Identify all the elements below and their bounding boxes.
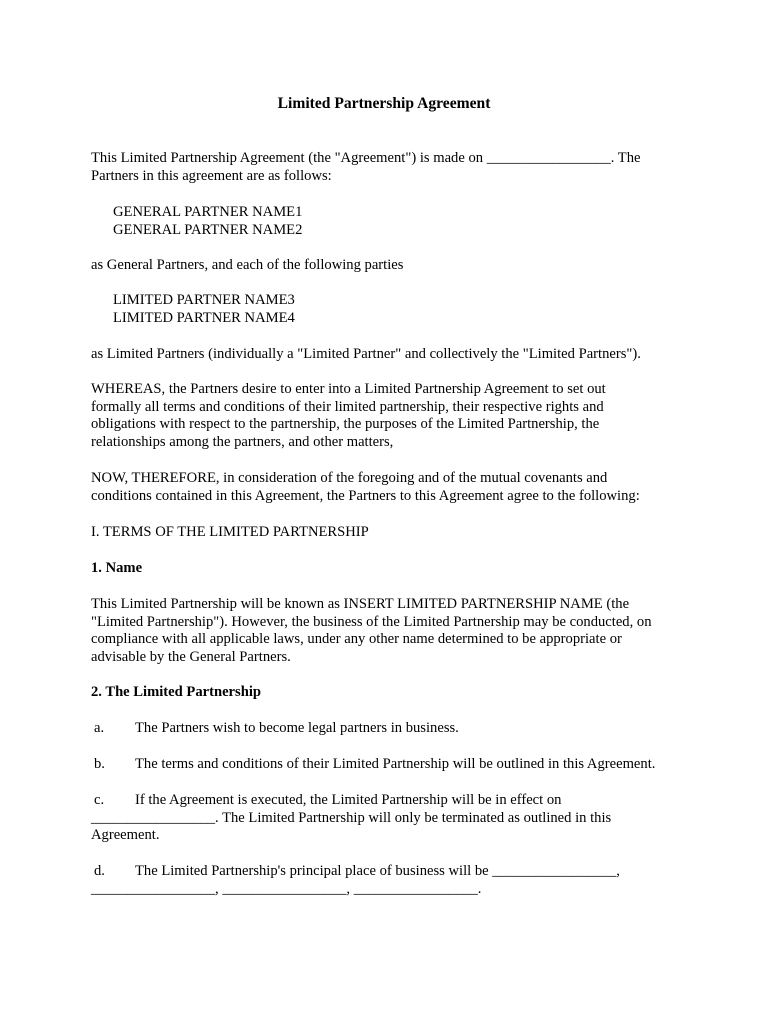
- section-1-heading: 1. Name: [91, 560, 143, 576]
- list-item-line: _________________, _________________, _________________.: [91, 880, 482, 897]
- intro-line: This Limited Partnership Agreement (the "Agreement") is made on _________________. The: [91, 150, 641, 166]
- list-item-c: [91, 792, 681, 845]
- list-item-line: The terms and conditions of their Limited Partnership will be outlined in this Agreement.: [135, 756, 656, 772]
- list-item-letter: b.: [94, 756, 105, 772]
- list-item-line: The Limited Partnership's principal place of business will be _________________,: [135, 863, 620, 879]
- list-item-line: _________________. The Limited Partnership will only be terminated as outlined in this: [91, 809, 612, 826]
- section-i-heading: I. TERMS OF THE LIMITED PARTNERSHIP: [91, 524, 369, 540]
- general-partner-name: GENERAL PARTNER NAME1: [113, 204, 303, 220]
- whereas-line: obligations with respect to the partnership, the purposes of the Limited Partnership, the: [91, 416, 600, 433]
- section-1-line: advisable by the General Partners.: [91, 648, 291, 665]
- section-2-heading: 2. The Limited Partnership: [91, 684, 261, 700]
- document-title: Limited Partnership Agreement: [277, 95, 491, 112]
- list-item-letter: a.: [94, 720, 105, 736]
- list-item-b: [91, 756, 681, 774]
- limited-partner-name: LIMITED PARTNER NAME3: [113, 292, 295, 308]
- intro-paragraph: [91, 150, 671, 185]
- section-1-line: This Limited Partnership will be known as INSERT LIMITED PARTNERSHIP NAME (the: [91, 596, 630, 612]
- limited-partner-name: LIMITED PARTNER NAME4: [113, 309, 295, 326]
- whereas-line: formally all terms and conditions of their limited partnership, their respective rights and: [91, 398, 604, 415]
- whereas-line: WHEREAS, the Partners desire to enter into a Limited Partnership Agreement to set out: [91, 381, 606, 397]
- general-partners-suffix: as General Partners, and each of the following parties: [91, 257, 404, 273]
- list-item-d: [91, 863, 681, 898]
- list-item-line: The Partners wish to become legal partners in business.: [135, 720, 459, 736]
- list-item-line: Agreement.: [91, 827, 160, 844]
- section-1-paragraph: [91, 596, 671, 666]
- therefore-line: conditions contained in this Agreement, the Partners to this Agreement agree to the following:: [91, 487, 640, 504]
- therefore-paragraph: [91, 470, 671, 505]
- therefore-line: NOW, THEREFORE, in consideration of the foregoing and of the mutual covenants and: [91, 470, 608, 486]
- whereas-paragraph: [91, 381, 671, 451]
- list-item-line: If the Agreement is executed, the Limited Partnership will be in effect on: [135, 792, 562, 808]
- whereas-line: relationships among the partners, and other matters,: [91, 433, 394, 450]
- list-item-letter: c.: [94, 792, 105, 808]
- section-1-line: compliance with all applicable laws, under any other name determined to be appropriate or: [91, 631, 622, 648]
- section-1-line: "Limited Partnership"). However, the business of the Limited Partnership may be conducted, on: [91, 613, 652, 630]
- general-partner-name: GENERAL PARTNER NAME2: [113, 221, 303, 238]
- list-item-letter: d.: [94, 863, 105, 879]
- limited-partner-list: [113, 292, 693, 327]
- intro-line: Partners in this agreement are as follows:: [91, 167, 332, 184]
- limited-partners-suffix: as Limited Partners (individually a "Limited Partner" and collectively the "Limited Partners").: [91, 346, 641, 362]
- general-partner-list: [113, 204, 693, 239]
- list-item-a: [91, 720, 681, 738]
